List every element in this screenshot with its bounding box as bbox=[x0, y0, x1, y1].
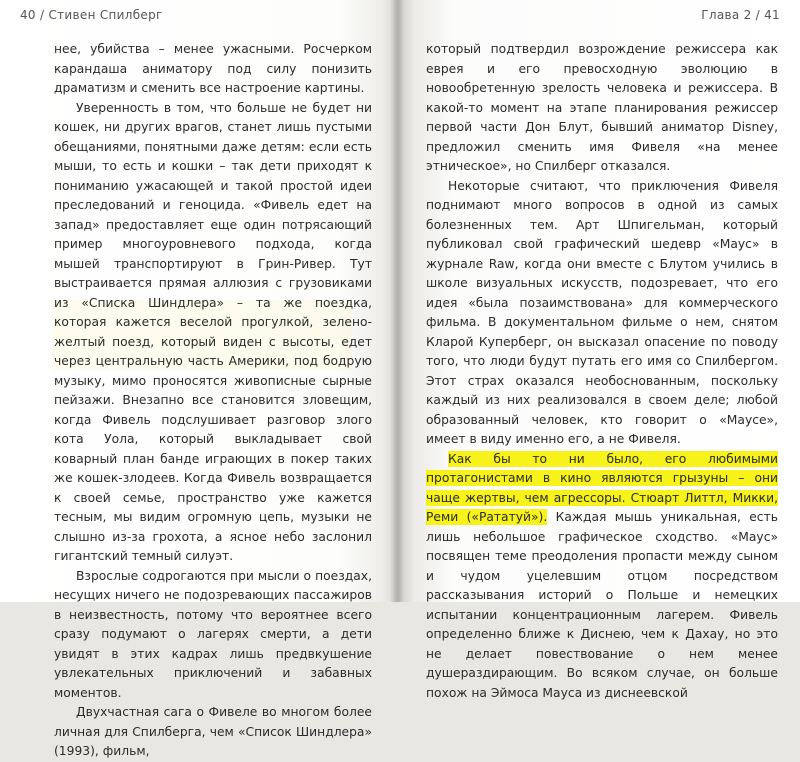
paragraph: который подтвердил возрождение режиссера как еврея и его превосходную эволюцию в новообретенную зрелость человека и режиссера. В какой-то момент на этапе планирования режиссер первой части Дон Блут, бывший аниматор Disney, предложил сменить имя Фивеля «на менее этническое», но Спилберг отказался. bbox=[426, 42, 778, 173]
highlighted-paragraph bbox=[426, 450, 778, 704]
left-page bbox=[0, 0, 398, 758]
book-gutter bbox=[390, 0, 404, 602]
paragraph: Взрослые содрогаются при мысли о поездах, несущих ничего не подозревающих пассажиров в неизвестность, потому что вероятнее всего сразу подумают о лагерях смерти, а дети увидят в этих кадрах лишь предвкушение увлекательных приключений и забавных моментов. bbox=[54, 568, 372, 700]
left-page-text bbox=[54, 40, 372, 762]
right-page-header: Глава 2 / 41 bbox=[701, 8, 780, 22]
paragraph: Некоторые считают, что приключения Фивеля поднимают много вопросов в одной из самых болезненных тем. Арт Шпигельман, который публиковал свой графический шедевр «Маус» в журнале Raw, когда они вместе с Блутом учились в школе визуальных искусств, подозревает, что его идея «была позаимствована» для коммерческого фильма. В документальном фильме о нем, снятом Кларой Куперберг, он высказал опасение по поводу того, что люди будут путать его имя со Спилбергом. Этот страх оказался необоснованным, поскольку каждый из них реализовался в своем деле; любой образованный человек, кто говорит о «Маусе», имеет в виду именно его, а не Фивеля. bbox=[426, 178, 778, 446]
right-page bbox=[398, 0, 800, 700]
left-page-header: 40 / Стивен Спилберг bbox=[20, 8, 163, 22]
paragraph-continuation: Каждая мышь уникальная, есть лишь небольшое графическое сходство. «Маус» посвящен теме преодоления пропасти между сыном и чудом уцелевшим отцом посредством рассказывания историй о Польше и немецких испытании концентрационным лагерем. Фивель определенно ближе к Диснею, чем к Дахау, но это не делает повествование о нем менее душераздирающим. Во всяком случае, он больше похож на Эймоса Мауса из диснеевской bbox=[426, 510, 778, 700]
paragraph: Уверенность в том, что больше не будет ни кошек, ни других врагов, станет лишь пустыми обещаниями, понятными даже детям: если есть мыши, то есть и кошки – так дети приходят к пониманию ужасающей и такой простой идеи преследований и геноцида. «Фивель едет на запад» предоставляет еще один потрясающий пример многоуровневого подхода, когда мышей транспортируют в Грин-Ривер. Тут выстраивается прямая аллюзия с грузовиками из «Списка Шиндлера» – та же поездка, которая кажется веселой прогулкой, зелено-желтый поезд, который виден с высоты, едет через центральную часть Америки, под бодрую музыку, мимо проносятся живописные сырные пейзажи. Внезапно все становится зловещим, когда Фивель подслушивает разговор злого кота Уола, который выкладывает свой коварный план банде играющих в покер таких же кошек-злодеев. Когда Фивель возвращается к своей семье, пространство уже кажется тесным, мы видим огромную цепь, музыки не слышно из-за грохота, а ясное небо заслонил гигантский темный силуэт. bbox=[54, 100, 372, 563]
paragraph: нее, убийства – менее ужасными. Росчерком карандаша аниматору под силу понизить драматизм и сменить все настроение картины. bbox=[54, 42, 372, 95]
paragraph: Двухчастная сага о Фивеле во многом более личная для Спилберга, чем «Список Шиндлера» (1993), фильм, bbox=[54, 705, 372, 758]
right-page-text bbox=[426, 40, 778, 703]
highlighted-passage: Как бы то ни было, его любимыми протагонистами в кино являются грызуны – они чаще жертвы, чем агрессоры. Стюарт Литтл, Микки, Реми («Рататуй»). bbox=[426, 451, 778, 524]
